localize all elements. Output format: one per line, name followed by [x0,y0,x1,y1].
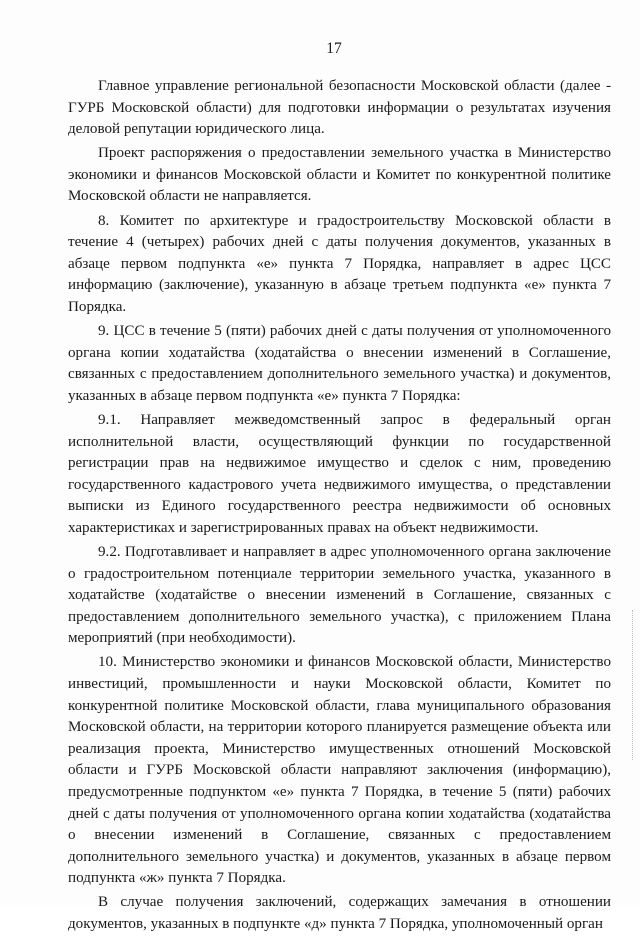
paragraph-item-10: 10. Министерство экономики и финансов Московской области, Министерство инвестиций, промышленности и науки Московской области, Комитет по конкурентной политике Московской области, глава муниципального образования Московской области, на территории которого планируется размещение объекта или реализация проекта, Министерство имущественных отношений Московской области и ГУРБ Московской области направляют заключения (информацию), предусмотренные подпунктом «е» пункта 7 Порядка, в течение 5 (пяти) рабочих дней с даты получения от уполномоченного органа копии ходатайства (ходатайства о внесении изменений в Соглашение, связанных с предоставлением дополнительного земельного участка) и документов, указанных в абзаце первом подпункта «ж» пункта 7 Порядка. [68,654,611,887]
document-body [68,76,611,938]
paragraph-remarks: В случае получения заключений, содержащих замечания в отношении документов, указанных в подпункте «д» пункта 7 Порядка, уполномоченный орган [68,894,611,933]
paragraph-item-9: 9. ЦСС в течение 5 (пяти) рабочих дней с даты получения от уполномоченного органа копии ходатайства (ходатайства о внесении изменений в Соглашение, связанных с предоставлением дополнительного земельного участка) и документов, указанных в абзаце первом подпункта «е» пункта 7 Порядка: [68,323,611,404]
page-number: 17 [326,40,342,57]
paragraph-draft-order: Проект распоряжения о предоставлении земельного участка в Министерство экономики и финансов Московской области и Комитет по конкурентной политике Московской области не направляется. [68,145,611,205]
paragraph-item-9-2: 9.2. Подготавливает и направляет в адрес уполномоченного органа заключение о градостроительном потенциале территории земельного участка, указанного в ходатайстве (ходатайстве о внесении изменений в Соглашение, связанных с предоставлением дополнительного земельного участка), с приложением Плана мероприятий (при необходимости). [68,543,611,647]
paragraph-gurb-info: Главное управление региональной безопасности Московской области (далее - ГУРБ Московской области) для подготовки информации о результатах изучения деловой репутации юридического лица. [68,78,611,138]
paragraph-item-8: 8. Комитет по архитектуре и градостроительству Московской области в течение 4 (четырех) рабочих дней с даты получения документов, указанных в абзаце первом подпункта «е» пункта 7 Порядка, направляет в адрес ЦСС информацию (заключение), указанную в абзаце третьем подпункта «е» пункта 7 Порядка. [68,212,611,315]
scan-edge-mark [632,610,634,760]
paragraph-item-9-1: 9.1. Направляет межведомственный запрос в федеральный орган исполнительной власти, осуществляющий функции по государственной регистрации прав на недвижимое имущество и сделок с ним, проведению государственного кадастрового учета недвижимого имущества, о представлении выписки из Единого государственного реестра недвижимости об основных характеристиках и зарегистрированных правах на объект недвижимости. [68,411,611,536]
